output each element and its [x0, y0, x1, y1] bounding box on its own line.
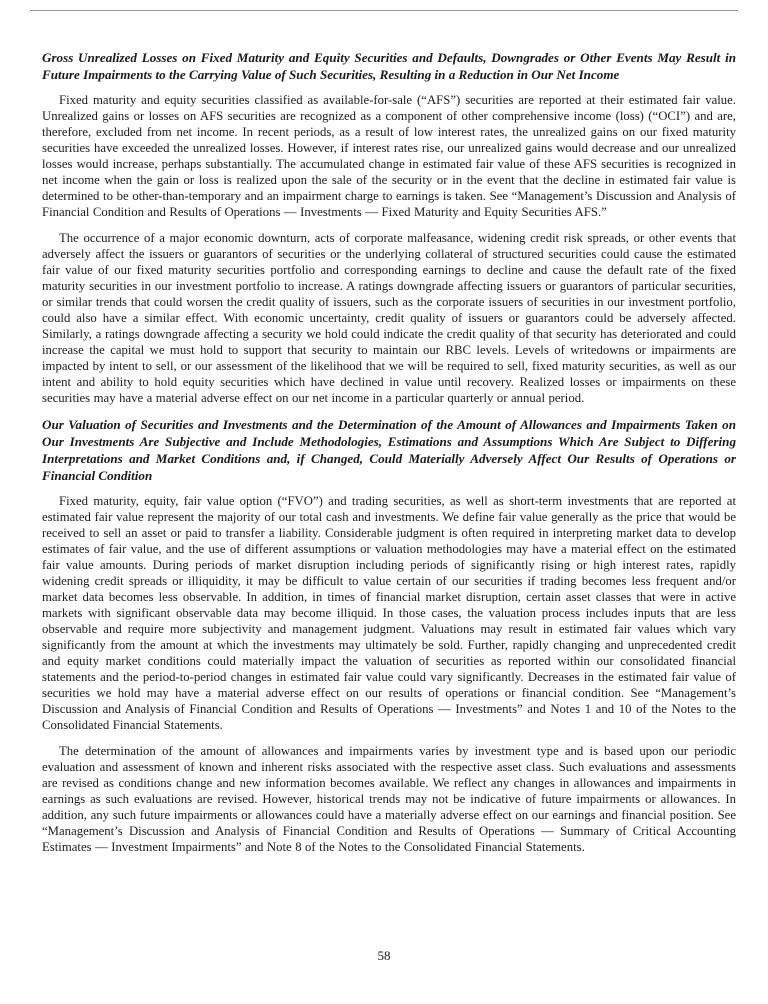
paragraph-afs-securities: Fixed maturity and equity securities classified as available-for-sale (“AFS”) securities are reported at their estimated fair value. Unrealized gains or losses on AFS securities are recognized as a component of other comprehensive income (loss) (“OCI”) and are, therefore, excluded from net income. In recent periods, as a result of low interest rates, the unrealized gains on our fixed maturity securities have exceeded the unrealized losses. However, if interest rates rise, our unrealized gains would decrease and our unrealized losses would increase, perhaps substantially. The accumulated change in estimated fair value of these AFS securities is recognized in net income when the gain or loss is realized upon the sale of the security or in the event that the decline in estimated fair value is determined to be other-than-temporary and an impairment charge to earnings is taken. See “Management’s Discussion and Analysis of Financial Condition and Results of Operations — Investments — Fixed Maturity and Equity Securities AFS.” [42, 93, 736, 219]
paragraph-allowances-impairments: The determination of the amount of allowances and impairments varies by investment type and is based upon our periodic evaluation and assessment of known and inherent risks associated with the respective asset class. Such evaluations and assessments are revised as conditions change and new information becomes available. We reflect any changes in allowances and impairments in earnings as such evaluations are revised. However, historical trends may not be indicative of future impairments or allowances. In addition, any such future impairments or allowances could have a materially adverse effect on our earnings and financial position. See “Management’s Discussion and Analysis of Financial Condition and Results of Operations — Summary of Critical Accounting Estimates — Investment Impairments” and Note 8 of the Notes to the Consolidated Financial Statements. [42, 744, 736, 854]
page-content [42, 49, 736, 865]
top-rule [30, 10, 738, 11]
section-heading-valuation-of-securities: Our Valuation of Securities and Investments and the Determination of the Amount of Allowances and Impairments Taken on Our Investments Are Subjective and Include Methodologies, Estimations and Assumptions Which Are Subject to Differing Interpretations and Market Conditions and, if Changed, Could Materially Adversely Affect Our Results of Operations or Financial Condition [42, 417, 736, 483]
page-number: 58 [377, 948, 391, 963]
paragraph-fair-value-option: Fixed maturity, equity, fair value option (“FVO”) and trading securities, as well as short-term investments that are reported at estimated fair value represent the majority of our total cash and investments. We define fair value generally as the price that would be received to sell an asset or paid to transfer a liability. Considerable judgment is often required in interpreting market data to develop estimates of fair value, and the use of different assumptions or valuation methodologies may have a material effect on the estimated fair value amounts. During periods of market disruption including periods of significantly rising or high interest rates, rapidly widening credit spreads or illiquidity, it may be difficult to value certain of our securities if trading becomes less frequent and/or market data becomes less observable. In addition, in times of financial market disruption, certain asset classes that were in active markets with significant observable data may become illiquid. In those cases, the valuation process includes inputs that are less observable and require more subjectivity and management judgment. Valuations may result in estimated fair values which vary significantly from the amount at which the investments may ultimately be sold. Further, rapidly changing and unprecedented credit and equity market conditions could materially impact the valuation of securities as reported within our consolidated financial statements and the period-to-period changes in estimated fair value could vary significantly. Decreases in the estimated fair value of securities we hold may have a material adverse effect on our results of operations or financial condition. See “Management’s Discussion and Analysis of Financial Condition and Results of Operations — Investments” and Notes 1 and 10 of the Notes to the Consolidated Financial Statements. [42, 494, 736, 732]
paragraph-economic-downturn: The occurrence of a major economic downturn, acts of corporate malfeasance, widening credit risk spreads, or other events that adversely affect the issuers or guarantors of securities or the underlying collateral of structured securities could cause the estimated fair value of our fixed maturity securities portfolio and corresponding earnings to decline and cause the default rate of the fixed maturity securities in our investment portfolio to increase. A ratings downgrade affecting issuers or guarantors of particular securities, or similar trends that could worsen the credit quality of issuers, such as the corporate issuers of securities in our investment portfolio, could also have a similar effect. With economic uncertainty, credit quality of issuers or guarantors could be adversely affected. Similarly, a ratings downgrade affecting a security we hold could indicate the credit quality of that security has deteriorated and could increase the capital we must hold to support that security to maintain our RBC levels. Levels of writedowns or impairments are impacted by intent to sell, or our assessment of the likelihood that we will be required to sell, fixed maturity securities, as well as our intent and ability to hold equity securities which have declined in value until recovery. Realized losses or impairments on these securities may have a material adverse effect on our net income in a particular quarterly or annual period. [42, 231, 736, 405]
section-heading-gross-unrealized-losses: Gross Unrealized Losses on Fixed Maturity and Equity Securities and Defaults, Downgrades or Other Events May Result in Future Impairments to the Carrying Value of Such Securities, Resulting in a Reduction in Our Net Income [42, 50, 736, 82]
